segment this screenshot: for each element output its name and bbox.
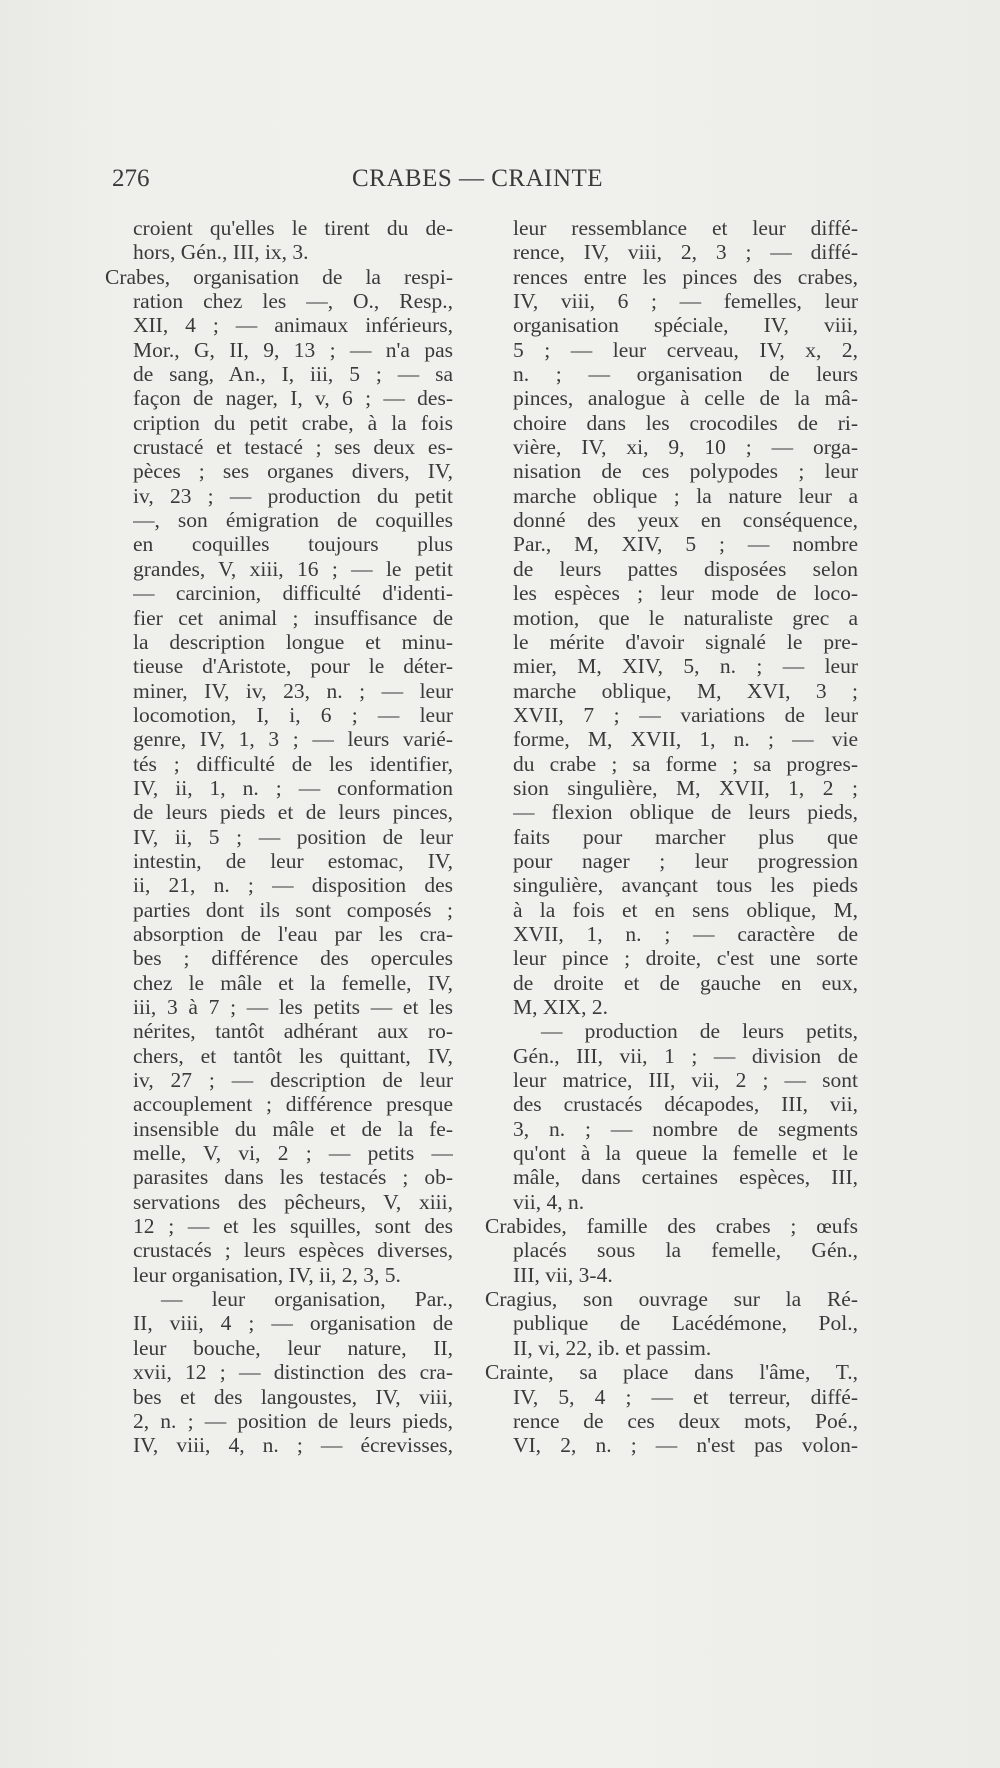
index-line: hors, Gén., III, ix, 3. (133, 240, 309, 265)
index-line: Mor., G, II, 9, 13 ; — n'a pas (133, 337, 453, 362)
index-line: Cragius, son ouvrage sur la Ré- (485, 1287, 858, 1312)
index-line: façon de nager, I, v, 6 ; — des- (133, 386, 453, 411)
index-line: II, vi, 22, ib. et passim. (513, 1335, 712, 1360)
index-line: fier cet animal ; insuffisance de (133, 605, 453, 630)
running-head: CRABES — CRAINTE (352, 165, 604, 192)
index-line: iv, 23 ; — production du petit (133, 483, 453, 508)
index-line: IV, viii, 4, n. ; — écrevisses, (133, 1433, 453, 1458)
index-line: du crabe ; sa forme ; sa progres- (513, 751, 858, 776)
index-line: marche oblique ; la nature leur a (513, 483, 858, 508)
index-line: XII, 4 ; — animaux inférieurs, (133, 313, 453, 338)
index-line: iv, 27 ; — description de leur (133, 1068, 453, 1093)
index-line: les espèces ; leur mode de loco- (513, 581, 858, 606)
index-line: VI, 2, n. ; — n'est pas volon- (513, 1433, 858, 1458)
index-line: intestin, de leur estomac, IV, (133, 848, 453, 873)
index-line: IV, viii, 6 ; — femelles, leur (513, 289, 858, 314)
index-line: la description longue et minu- (133, 629, 453, 654)
index-line: crustacé et testacé ; ses deux es- (133, 435, 453, 460)
index-line: de leurs pieds et de leurs pinces, (133, 800, 453, 825)
index-line: sion singulière, M, XVII, 1, 2 ; (513, 775, 858, 800)
page-number: 276 (112, 165, 150, 192)
index-line: pinces, analogue à celle de la mâ- (513, 386, 858, 411)
index-line: leur ressemblance et leur diffé- (513, 216, 858, 240)
index-line: qu'ont à la queue la femelle et le (513, 1141, 858, 1166)
index-line: nisation de ces polypodes ; leur (513, 459, 858, 484)
index-line: donné des yeux en conséquence, (513, 508, 858, 533)
index-line: rence, IV, viii, 2, 3 ; — diffé- (513, 240, 858, 265)
index-column-right (485, 216, 858, 1458)
index-line: nérites, tantôt adhérant aux ro- (133, 1019, 453, 1044)
index-line: — production de leurs petits, (541, 1019, 858, 1044)
index-line: vii, 4, n. (513, 1189, 585, 1214)
index-line: IV, ii, 5 ; — position de leur (133, 824, 453, 849)
index-line: locomotion, I, i, 6 ; — leur (133, 702, 453, 727)
index-line: vière, IV, xi, 9, 10 ; — orga- (513, 435, 858, 460)
index-line: xvii, 12 ; — distinction des cra- (133, 1360, 453, 1385)
index-line: pèces ; ses organes divers, IV, (133, 459, 453, 484)
index-line: le mérite d'avoir signalé le pre- (513, 629, 858, 654)
index-line: Gén., III, vii, 1 ; — division de (513, 1043, 858, 1068)
index-line: 5 ; — leur cerveau, IV, x, 2, (513, 337, 858, 362)
index-line: absorption de l'eau par les cra- (133, 921, 453, 946)
index-line: M, XIX, 2. (513, 995, 608, 1019)
index-line: leur matrice, III, vii, 2 ; — sont (513, 1068, 858, 1093)
index-line: leur pince ; droite, c'est une sorte (513, 946, 858, 971)
index-column-left (105, 216, 453, 1458)
index-line: accouplement ; différence presque (133, 1092, 453, 1117)
index-line: tieuse d'Aristote, pour le déter- (133, 654, 453, 679)
index-line: mâle, dans certaines espèces, III, (513, 1165, 858, 1190)
index-line: II, viii, 4 ; — organisation de (133, 1311, 453, 1336)
index-line: 2, n. ; — position de leurs pieds, (133, 1408, 453, 1433)
index-line: tés ; difficulté de les identifier, (133, 751, 453, 776)
index-line: servations des pêcheurs, V, xiii, (133, 1189, 453, 1214)
index-line: —, son émigration de coquilles (133, 508, 453, 533)
index-line: croient qu'elles le tirent du de- (133, 216, 453, 240)
index-line: rences entre les pinces des crabes, (513, 264, 858, 289)
index-line: XVII, 7 ; — variations de leur (513, 702, 858, 727)
index-line: parties dont ils sont composés ; (133, 897, 453, 922)
index-line: — flexion oblique de leurs pieds, (513, 800, 858, 825)
index-line: crustacés ; leurs espèces diverses, (133, 1238, 453, 1263)
index-line: IV, ii, 1, n. ; — conformation (133, 775, 453, 800)
index-line: motion, que le naturaliste grec a (513, 605, 858, 630)
index-line: parasites dans les testacés ; ob- (133, 1165, 453, 1190)
index-line: melle, V, vi, 2 ; — petits — (133, 1141, 453, 1166)
index-line: faits pour marcher plus que (513, 824, 858, 849)
index-line: chers, et tantôt les quittant, IV, (133, 1043, 453, 1068)
index-line: Crabides, famille des crabes ; œufs (485, 1214, 858, 1239)
index-line: 12 ; — et les squilles, sont des (133, 1214, 453, 1239)
index-line: en coquilles toujours plus (133, 532, 453, 557)
page-header (112, 165, 902, 205)
index-line: ration chez les —, O., Resp., (133, 289, 453, 314)
index-line: de leurs pattes disposées selon (513, 556, 858, 581)
index-line: à la fois et en sens oblique, M, (513, 897, 858, 922)
index-line: Crabes, organisation de la respi- (105, 264, 453, 289)
index-line: miner, IV, iv, 23, n. ; — leur (133, 678, 453, 703)
index-line: grandes, V, xiii, 16 ; — le petit (133, 556, 453, 581)
index-line: de droite et de gauche en eux, (513, 970, 858, 995)
index-line: genre, IV, 1, 3 ; — leurs varié- (133, 727, 453, 752)
index-line: bes et des langoustes, IV, viii, (133, 1384, 453, 1409)
index-line: choire dans les crocodiles de ri- (513, 410, 858, 435)
index-line: rence de ces deux mots, Poé., (513, 1408, 858, 1433)
index-line: bes ; différence des opercules (133, 946, 453, 971)
index-line: ii, 21, n. ; — disposition des (133, 873, 453, 898)
index-line: 3, n. ; — nombre de segments (513, 1116, 858, 1141)
index-line: publique de Lacédémone, Pol., (513, 1311, 858, 1336)
index-line: pour nager ; leur progression (513, 848, 858, 873)
index-line: Crainte, sa place dans l'âme, T., (485, 1360, 858, 1385)
index-line: iii, 3 à 7 ; — les petits — et les (133, 995, 453, 1019)
index-line: des crustacés décapodes, III, vii, (513, 1092, 858, 1117)
index-line: Par., M, XIV, 5 ; — nombre (513, 532, 858, 557)
index-line: III, vii, 3-4. (513, 1262, 613, 1287)
index-line: n. ; — organisation de leurs (513, 362, 858, 387)
index-line: leur bouche, leur nature, II, (133, 1335, 453, 1360)
index-line: — leur organisation, Par., (161, 1287, 453, 1312)
index-line: de sang, An., I, iii, 5 ; — sa (133, 362, 453, 387)
index-line: forme, M, XVII, 1, n. ; — vie (513, 727, 858, 752)
index-line: placés sous la femelle, Gén., (513, 1238, 858, 1263)
index-line: insensible du mâle et de la fe- (133, 1116, 453, 1141)
index-line: mier, M, XIV, 5, n. ; — leur (513, 654, 858, 679)
index-line: marche oblique, M, XVI, 3 ; (513, 678, 858, 703)
index-line: cription du petit crabe, à la fois (133, 410, 453, 435)
index-line: XVII, 1, n. ; — caractère de (513, 921, 858, 946)
index-line: organisation spéciale, IV, viii, (513, 313, 858, 338)
index-line: IV, 5, 4 ; — et terreur, diffé- (513, 1384, 858, 1409)
index-line: leur organisation, IV, ii, 2, 3, 5. (133, 1262, 401, 1287)
index-line: singulière, avançant tous les pieds (513, 873, 858, 898)
index-line: — carcinion, difficulté d'identi- (133, 581, 453, 606)
index-line: chez le mâle et la femelle, IV, (133, 970, 453, 995)
